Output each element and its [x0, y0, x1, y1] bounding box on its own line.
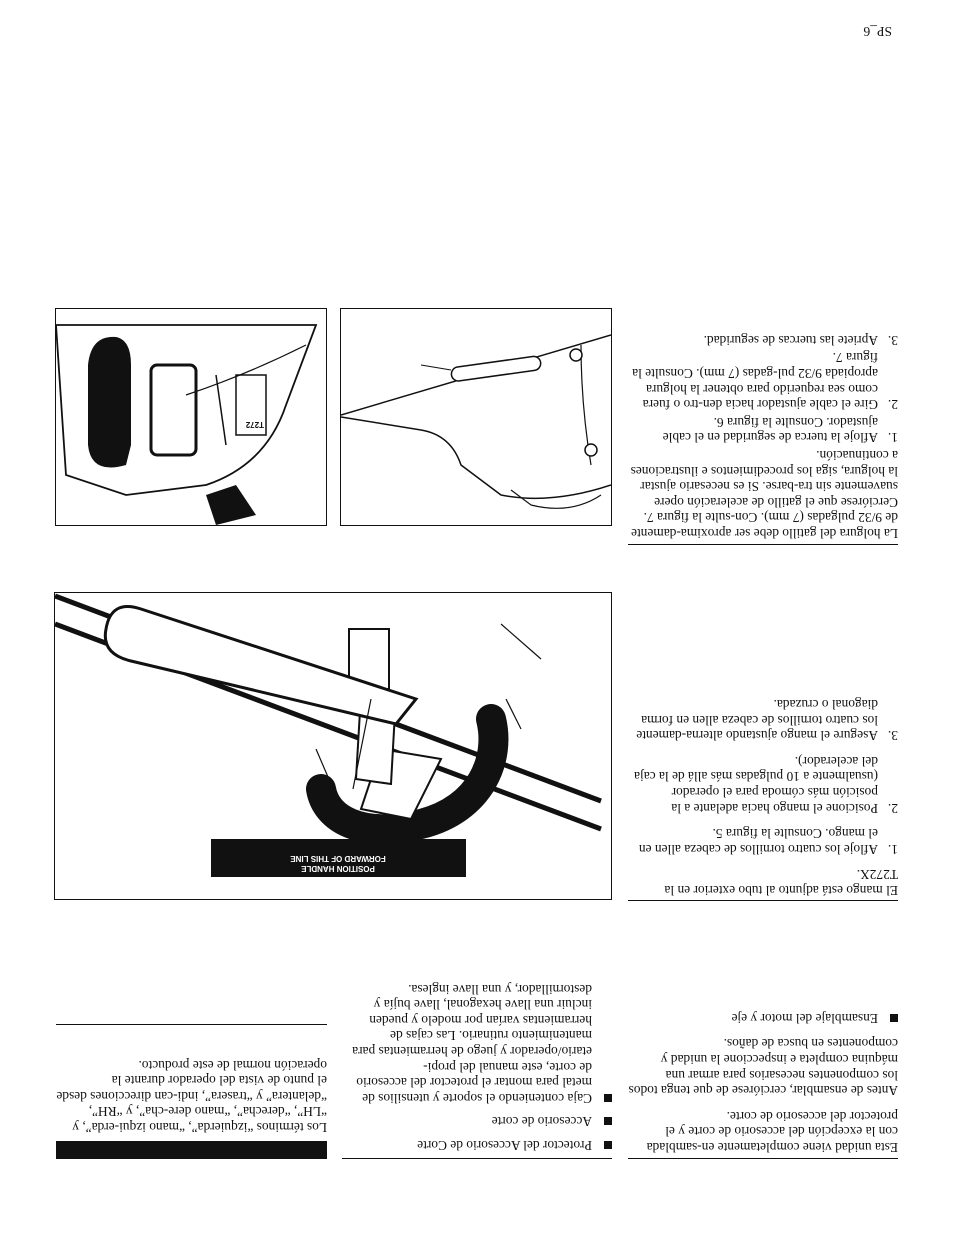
assembly-intro: Esta unidad viene completamente en-samblada con la excepción del accesorio de corte y el protector del accesorio de corte.	[646, 1108, 898, 1155]
bullet-square-icon	[604, 1094, 612, 1102]
bullet-parts-box: Caja conteniendo el soporte y utensilios de metal para montar el protector del accesorio de corte, este manual del propi-etario/operador y juego de herramientas para mantenimiento rutinario. Las cajas de herramientas varían por modelo y pueden incluir una llave hexagonal, llave bujía y destornillador, y una llave inglesa.	[342, 981, 612, 1106]
handle-section	[628, 696, 898, 898]
trigger-step-3: 3. Apriete las tuercas de seguridad.	[703, 332, 898, 348]
directions-text: Los términos “izquierda”, “mano izqui-erda”, y “LH”, “derecha”, “mano dere-cha”, y “RH”, “delantera” y “trasera”, indi-can direcciones desde el punto de vista del operador durante la operación normal de este producto.	[56, 1057, 327, 1135]
handle-step-2: 2. Posicione el mango hacia adelante a la posición más cómoda para el operador (usualmente a 10 pulgadas más allá de la caja del acelerador).	[634, 753, 898, 816]
left-column	[628, 1010, 898, 1155]
rule-handle	[628, 900, 898, 901]
top-rule-left	[628, 1158, 898, 1159]
model-marking: T272	[245, 420, 264, 429]
trigger-section	[628, 332, 898, 541]
handle-step-3: 3. Asegure el mango ajustando alterna-damente los cuatro tornillos de cabeza allen en forma diagonal o cruzada.	[636, 697, 898, 744]
trigger-step-2: 2. Gire el cable ajustador hacia den-tro o fuera como sea requerido para obtener la holgura apropiada 9/32 pul-gadas (7 mm). Consulte la figura 7.	[632, 350, 898, 413]
figure-cable-adjuster	[340, 308, 612, 526]
trigger-step-1: 1. Afloje la tuerca de seguridad en el cable ajustador. Consulte la figura 6.	[662, 414, 898, 446]
bullet-square-icon	[890, 1014, 898, 1022]
middle-column	[342, 981, 612, 1153]
inspection-intro: Antes de ensamblar, cerciórese de que tenga todos los componentes necesarios para armar una máquina completa e inspeccione la unidad y componentes en busca de daños.	[628, 1036, 898, 1099]
bullet-engine: Ensamblaje del motor y eje	[628, 1010, 898, 1026]
handle-step-1: 1. Afloje los cuatro tornillos de cabeza allen en el mango. Consulte la figura 5.	[638, 826, 898, 857]
page-number: SP_6	[863, 24, 892, 39]
trimmer-body-illustration	[56, 309, 326, 525]
cable-adjuster-illustration	[341, 309, 611, 525]
bullet-square-icon	[604, 1141, 612, 1149]
bullet-cutting-attachment: Accesorio de corte	[342, 1114, 612, 1130]
rule-right	[56, 1024, 327, 1025]
figure-trimmer-body	[55, 308, 327, 526]
position-label: POSITION HANDLE FORWARD OF THIS LINE	[290, 854, 386, 873]
trigger-intro: La holgura del gatillo debe ser aproxima-damente de 9/32 pulgadas (7 mm). Con-sulte la figura 7. Cerciórese que el gatillo de aceleración opere suavemente sin tra-barse. Si es necesario ajustar la holgura, siga los procedimientos e ilustraciones a continuación.	[630, 448, 898, 541]
figure-handle	[54, 592, 612, 900]
rule-trigger	[628, 544, 898, 545]
top-rule-middle	[342, 1158, 612, 1159]
bullet-square-icon	[604, 1117, 612, 1125]
handle-intro: El mango está adjunto al tubo exterior en la T272X.	[664, 867, 898, 898]
right-column	[56, 1057, 327, 1135]
section-heading-bar	[56, 1141, 327, 1159]
bullet-guard: Protector del Accesorio de Corte	[342, 1137, 612, 1153]
